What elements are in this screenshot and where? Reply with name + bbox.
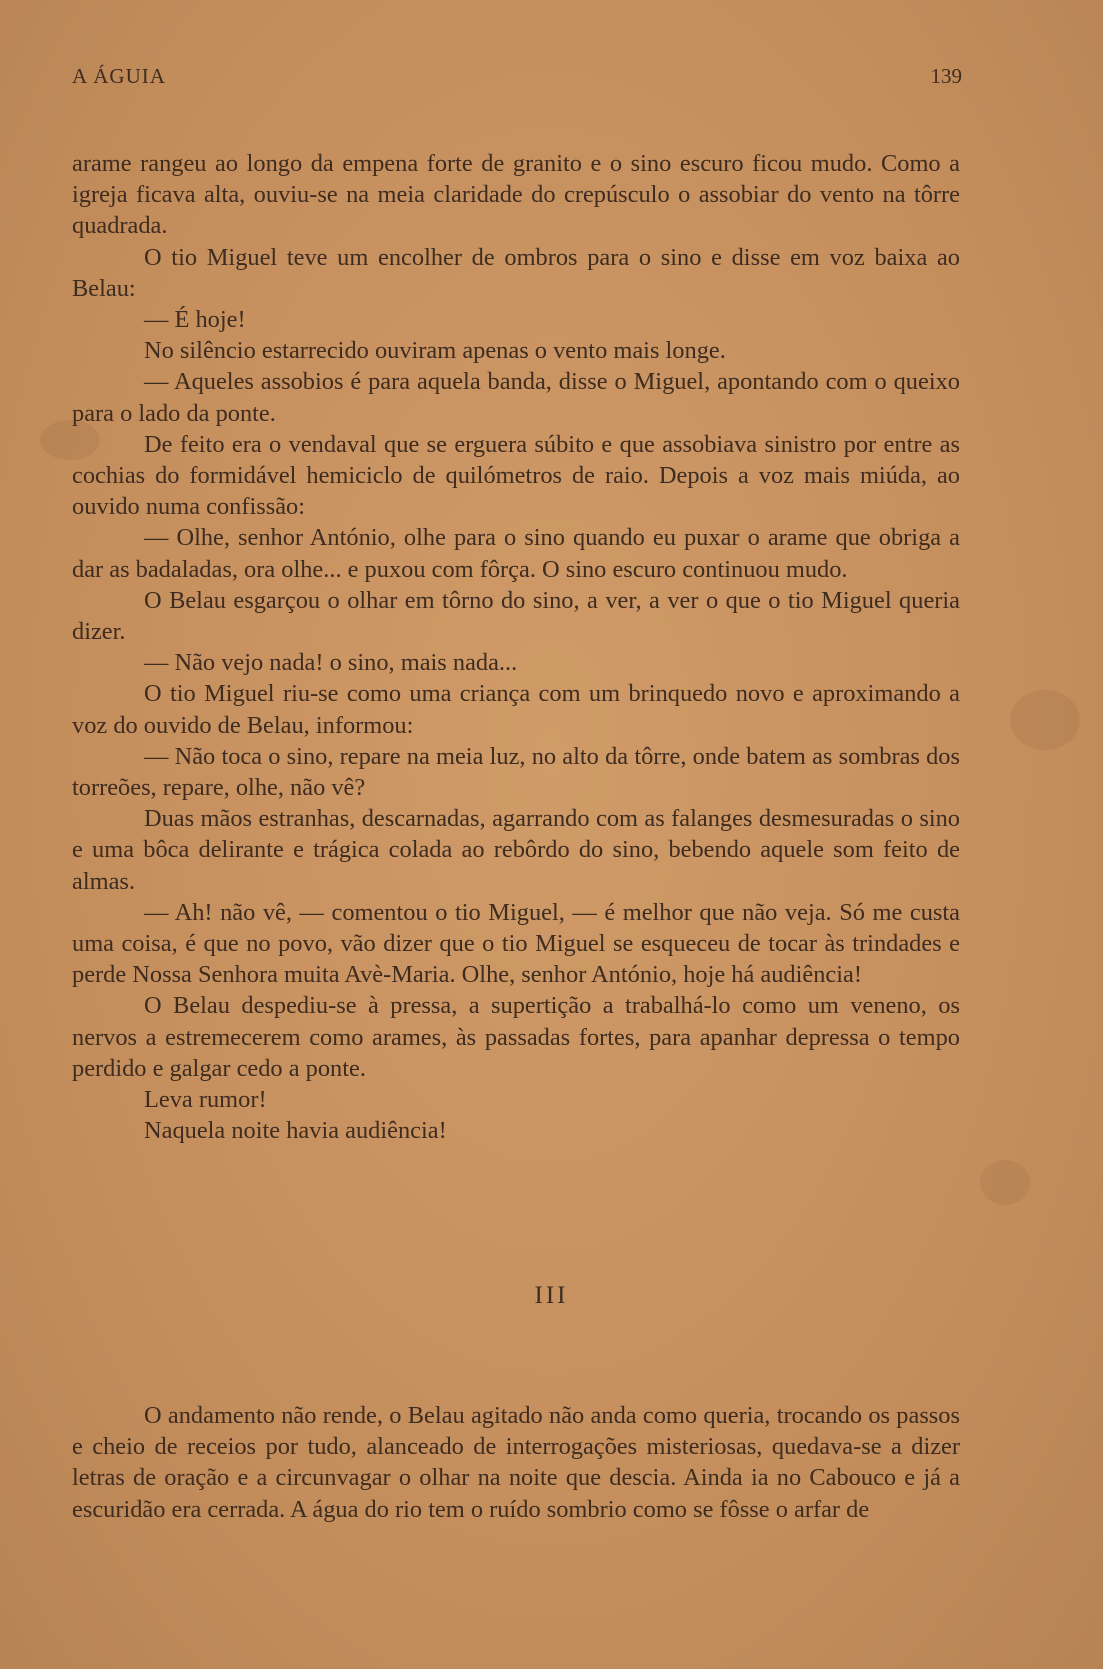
paper-stain [980,1160,1030,1205]
paragraph: — Não vejo nada! o sino, mais nada... [144,649,518,677]
paper-stain [1010,690,1080,750]
paragraph: O tio Miguel teve um encolher de ombros para o sino e disse em voz baixa ao Belau: [72,243,960,302]
paragraph: Leva rumor! [144,1086,267,1114]
paragraph: — Não toca o sino, repare na meia luz, no alto da tôrre, onde batem as sombras dos torreões, repare, olhe, não vê? [72,742,960,802]
body-text [72,148,960,1147]
paragraph: No silêncio estarrecido ouviram apenas o vento mais longe. [144,337,726,365]
section-heading: III [534,1282,569,1309]
paragraph: — Olhe, senhor António, olhe para o sino quando eu puxar o arame que obriga a dar as badaladas, ora olhe... e puxou com fôrça. O sino escuro continuou mudo. [72,524,960,583]
paragraph: O Belau despediu-se à pressa, a supertição a trabalhá-lo como um veneno, os nervos a estremecerem como arames, às passadas fortes, para apanhar depressa o tempo perdido e galgar cedo a ponte. [72,992,960,1082]
running-head [72,64,962,94]
paragraph: — Ah! não vê, — comentou o tio Miguel, — é melhor que não veja. Só me custa uma coisa, é que no povo, vão dizer que o tio Miguel se esqueceu de tocar às trindades e perde Nossa Senhora muita Avè-Maria. Olhe, senhor António, hoje há audiência! [72,898,960,989]
section-body-text [72,1400,960,1525]
paragraph: O tio Miguel riu-se como uma criança com um brinquedo novo e aproximando a voz do ouvido de Belau, informou: [72,680,960,739]
paragraph: arame rangeu ao longo da empena forte de granito e o sino escuro ficou mudo. Como a igreja ficava alta, ouviu-se na meia claridade do crepúsculo o assobiar do vento na tôrre quadrada. [72,150,960,240]
paragraph: Naquela noite havia audiência! [144,1117,447,1145]
paragraph: — É hoje! [144,306,246,334]
running-title: A ÁGUIA [72,64,166,88]
page-number: 139 [930,64,962,88]
paragraph: Duas mãos estranhas, descarnadas, agarrando com as falanges desmesuradas o sino e uma bôca delirante e trágica colada ao rebôrdo do sino, bebendo aquele som feito de almas. [72,805,960,895]
paragraph: O Belau esgarçou o olhar em tôrno do sino, a ver, a ver o que o tio Miguel queria dizer. [72,586,960,646]
paragraph: O andamento não rende, o Belau agitado não anda como queria, trocando os passos e cheio de receios por tudo, alanceado de interrogações misteriosas, quedava-se a dizer letras de oração e a circunvagar o olhar na noite que descia. Ainda ia no Cabouco e já a escuridão era cerrada. A água do rio tem o ruído sombrio como se fôsse o arfar de [72,1402,960,1523]
paragraph: — Aqueles assobios é para aquela banda, disse o Miguel, apontando com o queixo para o lado da ponte. [72,368,960,427]
paragraph: De feito era o vendaval que se erguera súbito e que assobiava sinistro por entre as cochias do formidável hemiciclo de quilómetros de raio. Depois a voz mais miúda, ao ouvido numa confissão: [72,430,960,521]
